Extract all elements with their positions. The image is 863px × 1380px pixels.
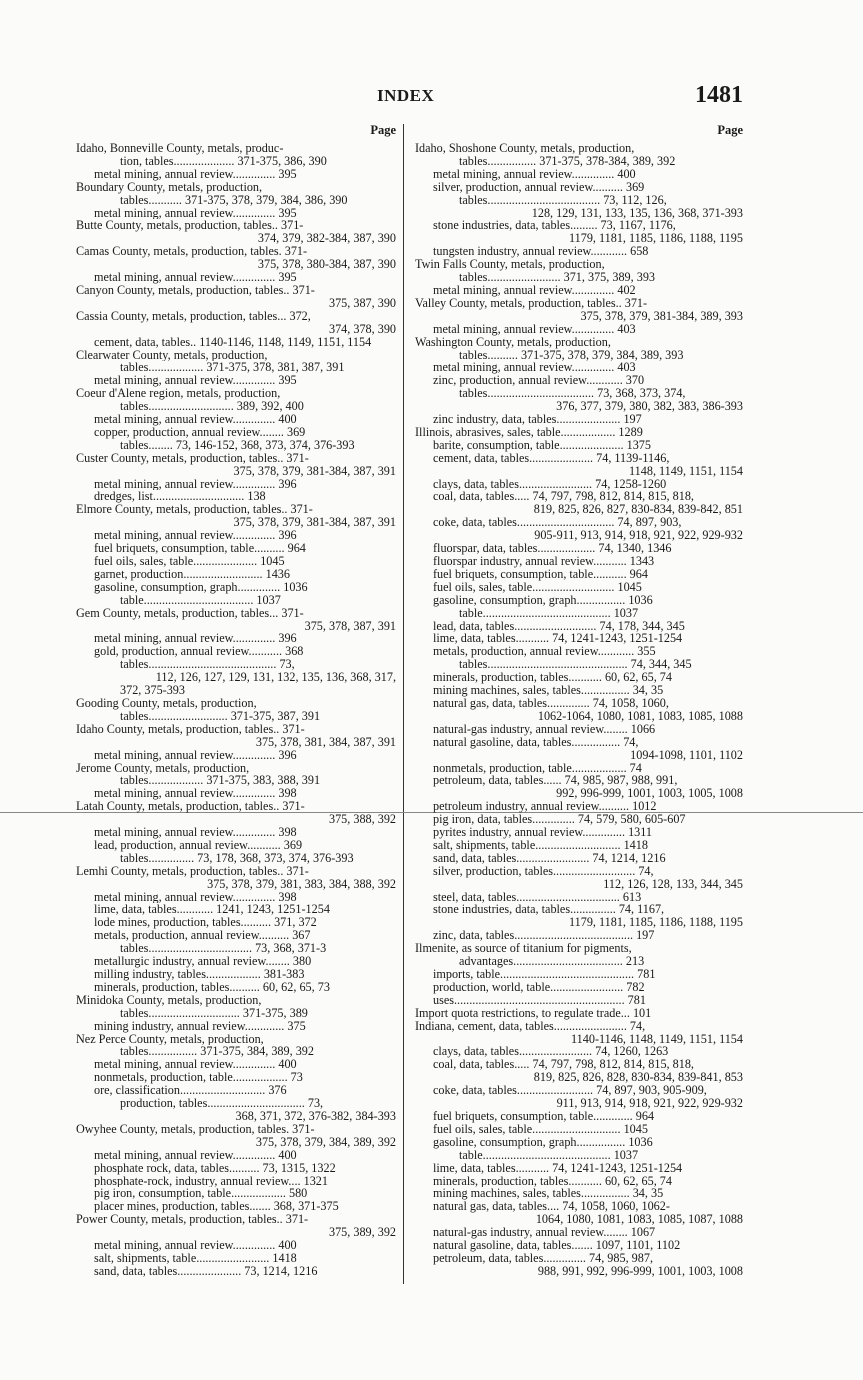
index-entry: natural gas, data, tables.............. 74, 1058, 1060, [433,696,669,710]
index-entry: metal mining, annual review.............. 400 [94,1239,297,1252]
index-entry: coke, data, tables......................... 74, 897, 903, 905-909, [433,1084,707,1098]
index-entry: cement, data, tables.. 1140-1146, 1148, 1149, 1151, 1154 [94,335,372,349]
index-entry: Idaho County, metals, production, tables.. 371- [76,722,305,736]
index-entry: fuel oils, sales, table........................... 1045 [433,580,642,594]
index-entry: table.......................................... 1037 [459,606,639,620]
index-entry: production, tables................................ 73, [120,1097,324,1110]
index-entry: Gem County, metals, production, tables... 371- [76,606,304,620]
index-entry: tables................................... 73, 368, 373, 374, [459,387,686,401]
index-entry: placer mines, production, tables....... 368, 371-375 [94,1200,339,1214]
index-entry: ore, classification............................ 376 [94,1084,287,1098]
index-entry: stone industries, data, tables......... 73, 1167, 1176, [433,219,676,233]
index-entry: 368, 371, 372, 376-382, 384-393 [235,1109,396,1123]
index-entry: Clearwater County, metals, production, [76,348,268,362]
index-entry: 992, 996-999, 1001, 1003, 1005, 1008 [556,787,743,801]
index-entry: coke, data, tables................................ 74, 897, 903, [433,516,682,530]
index-entry: gasoline, consumption, graph................ 1036 [433,1135,653,1149]
index-entry: tables.................. 371-375, 383, 388, 391 [120,774,321,788]
index-entry: cement, data, tables..................... 74, 1139-1146, [433,451,670,465]
index-entry: phosphate-rock, industry, annual review.... 1321 [94,1174,328,1188]
index-entry: tungsten industry, annual review............ 658 [433,245,649,259]
index-entry: 819, 825, 826, 827, 830-834, 839-842, 851 [533,503,743,517]
index-entry: tables............................ 389, 392, 400 [120,400,304,414]
index-entry: zinc, production, annual review............ 370 [433,374,645,388]
index-entry: coal, data, tables..... 74, 797, 798, 812, 814, 815, 818, [433,490,694,504]
index-entry: 1140-1146, 1148, 1149, 1151, 1154 [571,1032,743,1046]
index-entry: nonmetals, production, table.................. 73 [94,1071,303,1085]
index-entry: fluorspar, data, tables................... 74, 1340, 1346 [433,542,672,555]
index-entry: natural-gas industry, annual review........ 1066 [433,722,656,736]
index-entry: 911, 913, 914, 918, 921, 922, 929-932 [556,1097,743,1110]
index-entry: sand, data, tables..................... 73, 1214, 1216 [94,1264,318,1278]
index-entry: minerals, production, tables........... 60, 62, 65, 74 [433,1174,672,1188]
index-entry: 375, 378, 379, 381-384, 389, 393 [580,309,743,323]
index-entry: gasoline, consumption, graph.............. 1036 [94,580,308,594]
index-entry: steel, data, tables.................................. 613 [433,890,642,904]
index-entry: metal mining, annual review.............. 396 [94,477,297,491]
index-entry: fuel oils, sales, table..................... 1045 [94,555,285,568]
index-entry: 375, 378, 387, 391 [304,619,396,633]
index-entry: metal mining, annual review.............. 395 [94,271,297,284]
index-entry: fuel briquets, consumption, table.......... 964 [94,542,306,555]
index-entry: advantages.................................... 213 [459,955,645,968]
index-entry: Twin Falls County, metals, production, [415,258,605,272]
index-entry: tables........... 371-375, 378, 379, 384, 386, 390 [120,193,348,207]
index-entry: 375, 378, 379, 384, 389, 392 [255,1135,396,1149]
index-entry: Nez Perce County, metals, production, [76,1032,264,1046]
index-entry: zinc, data, tables....................................... 197 [433,929,655,943]
index-entry: Canyon County, metals, production, tables.. 371- [76,283,315,297]
index-entry: 905-911, 913, 914, 918, 921, 922, 929-932 [534,529,743,543]
index-entry: clays, data, tables........................ 74, 1258-1260 [433,477,667,491]
index-entry: natural-gas industry, annual review........ 1067 [433,1226,656,1240]
index-entry: Idaho, Shoshone County, metals, production, [415,142,635,155]
index-entry: metal mining, annual review.............. 396 [94,632,297,646]
index-entry: mining industry, annual review............. 375 [94,1019,306,1033]
left-column-entries [76,142,396,1278]
index-entry: metal mining, annual review.............. 396 [94,748,297,762]
index-entry: 112, 126, 127, 129, 131, 132, 135, 136, 368, 317, [155,671,396,685]
index-entry: Ilmenite, as source of titanium for pigments, [415,942,632,956]
index-entry: gasoline, consumption, graph................ 1036 [433,593,653,607]
index-entry: fuel briquets, consumption, table............. 964 [433,1109,655,1123]
index-entry: mining machines, sales, tables................ 34, 35 [433,1187,664,1201]
right-column-entries [415,142,743,1278]
index-entry: Butte County, metals, production, tables.. 371- [76,219,304,233]
index-entry: metals, production, annual review.......... 367 [94,929,311,943]
index-entry: tables.................. 371-375, 378, 381, 387, 391 [120,361,345,375]
index-entry: gold, production, annual review........... 368 [94,645,304,659]
index-entry: salt, shipments, table........................ 1418 [94,1251,297,1265]
index-entry: barite, consumption, table..................... 1375 [433,438,651,452]
index-entry: Boundary County, metals, production, [76,180,263,194]
index-entry: Washington County, metals, production, [415,335,611,349]
index-entry: garnet, production.......................... 1436 [94,567,290,581]
index-entry: fuel oils, sales, table............................. 1045 [433,1122,648,1136]
index-entry: phosphate rock, data, tables.......... 73, 1315, 1322 [94,1161,336,1175]
index-entry: Cassia County, metals, production, tables... 372, [76,309,311,323]
index-entry: metal mining, annual review.............. 402 [433,283,636,297]
index-entry: Minidoka County, metals, production, [76,993,262,1007]
index-entry: 375, 378, 379, 381-384, 387, 391 [233,516,396,530]
index-entry: metal mining, annual review.............. 396 [94,529,297,543]
index-entry: Illinois, abrasives, sales, table.................. 1289 [415,425,643,439]
index-entry: tables.......................................... 73, [120,658,295,672]
index-entry: table.................................... 1037 [120,593,281,607]
index-entry: metal mining, annual review.............. 400 [94,1058,297,1072]
index-entry: 375, 389, 392 [328,1226,396,1240]
index-entry: metal mining, annual review.............. 395 [94,206,297,220]
index-entry: pig iron, consumption, table.................. 580 [94,1187,308,1201]
index-entry: natural gas, data, tables.... 74, 1058, 1060, 1062- [433,1200,670,1214]
index-entry: metal mining, annual review.............. 403 [433,361,636,375]
index-entry: silver, production, annual review.......... 369 [433,180,645,194]
index-title: INDEX [377,86,435,105]
index-entry: Import quota restrictions, to regulate trade... 101 [415,1006,652,1020]
index-entry: metal mining, annual review.............. 403 [433,322,636,336]
index-entry: coal, data, tables..... 74, 797, 798, 812, 814, 815, 818, [433,1058,694,1072]
index-entry: 375, 378, 380-384, 387, 390 [257,258,396,272]
index-entry: tables............... 73, 178, 368, 373, 374, 376-393 [120,851,354,865]
index-entry: 375, 378, 381, 384, 387, 391 [255,735,396,749]
index-entry: lead, production, annual review........... 369 [94,838,303,852]
index-entry: tables........ 73, 146-152, 368, 373, 374, 376-393 [120,438,355,452]
index-entry: metal mining, annual review.............. 398 [94,787,297,801]
index-entry: lime, data, tables............ 1241, 1243, 1251-1254 [94,903,330,917]
index-entry: tables.............................................. 74, 344, 345 [459,658,692,672]
index-entry: lime, data, tables........... 74, 1241-1243, 1251-1254 [433,1161,683,1175]
index-entry: 128, 129, 131, 133, 135, 136, 368, 371-393 [531,206,743,220]
right-column-heading: Page [717,123,743,137]
index-entry: salt, shipments, table............................ 1418 [433,838,648,852]
index-entry: milling industry, tables.................. 381-383 [94,968,305,981]
index-entry: 374, 378, 390 [328,322,396,336]
index-entry: metal mining, annual review.............. 395 [94,374,297,388]
index-entry: Valley County, metals, production, tables.. 371- [415,296,648,310]
index-entry: mining machines, sales, tables................ 34, 35 [433,684,664,697]
index-entry: minerals, production, tables.......... 60, 62, 65, 73 [94,980,330,994]
index-entry: 819, 825, 826, 828, 830-834, 839-841, 853 [533,1071,743,1085]
index-entry: Latah County, metals, production, tables.. 371- [76,800,305,814]
index-entry: 1179, 1181, 1185, 1186, 1188, 1195 [568,916,743,930]
index-entry: 988, 991, 992, 996-999, 1001, 1003, 1008 [537,1264,743,1278]
index-entry: tables..................................... 73, 112, 126, [459,193,667,207]
index-entry: 1062-1064, 1080, 1081, 1083, 1085, 1088 [537,709,743,723]
index-entry: metal mining, annual review.............. 398 [94,890,297,904]
index-entry: tables.................................. 73, 368, 371-3 [120,942,327,956]
index-entry: Lemhi County, metals, production, tables.. 371- [76,864,309,878]
index-entry: nonmetals, production, table.................. 74 [433,761,642,775]
index-entry: pyrites industry, annual review.............. 1311 [433,826,652,839]
page-number: 1481 [695,82,743,108]
index-entry: minerals, production, tables........... 60, 62, 65, 74 [433,671,672,685]
index-entry: 1148, 1149, 1151, 1154 [629,464,743,478]
index-entry: natural gasoline, data, tables................ 74, [433,735,639,749]
left-column-heading: Page [370,123,396,137]
index-entry: lode mines, production, tables.......... 371, 372 [94,916,317,930]
index-entry: 1179, 1181, 1185, 1186, 1188, 1195 [568,232,743,246]
index-entry: tables.............................. 371-375, 389 [120,1006,308,1020]
index-entry: 1094-1098, 1101, 1102 [630,748,743,762]
index-entry: 375, 378, 379, 381, 383, 384, 388, 392 [207,877,396,891]
index-entry: sand, data, tables........................ 74, 1214, 1216 [433,851,666,865]
index-entry: Idaho, Bonneville County, metals, produc- [76,142,284,155]
index-entry: table.......................................... 1037 [459,1148,639,1162]
index-entry: zinc industry, data, tables..................... 197 [433,413,642,426]
index-entry: metal mining, annual review.............. 395 [94,167,297,181]
running-head [0,82,863,114]
index-entry: uses........................................................ 781 [433,993,646,1007]
index-entry: tables................ 371-375, 384, 389, 392 [120,1045,314,1059]
index-entry: metals, production, annual review............ 355 [433,645,656,659]
index-entry: tables........................ 371, 375, 389, 393 [459,271,656,284]
index-entry: petroleum industry, annual review.......... 1012 [433,800,657,814]
index-entry: tables.......................... 371-375, 387, 391 [120,709,321,723]
index-entry: petroleum, data, tables.............. 74, 985, 987, [433,1251,654,1265]
right-column [415,124,743,1278]
index-entry: metal mining, annual review.............. 400 [94,413,297,426]
index-entry: lime, data, tables........... 74, 1241-1243, 1251-1254 [433,632,683,646]
index-entry: 374, 379, 382-384, 387, 390 [257,232,396,246]
index-entry: 375, 378, 379, 381-384, 387, 391 [233,464,396,478]
index-entry: fuel briquets, consumption, table........... 964 [433,567,648,581]
index-entry: metallurgic industry, annual review........ 380 [94,955,312,968]
left-column [76,124,396,1278]
index-entry: 1064, 1080, 1081, 1083, 1085, 1087, 1088 [535,1213,743,1227]
index-entry: 376, 377, 379, 380, 382, 383, 386-393 [556,400,743,414]
index-entry: copper, production, annual review........ 369 [94,425,306,439]
index-entry: 375, 388, 392 [328,813,396,827]
index-entry: tion, tables.................... 371-375, 386, 390 [120,154,327,168]
index-entry: Owyhee County, metals, production, tables. 371- [76,1122,315,1136]
index-entry: dredges, list.............................. 138 [94,490,266,504]
index-entry: production, world, table........................ 782 [433,980,645,994]
column-divider [403,124,404,1284]
index-entry: clays, data, tables........................ 74, 1260, 1263 [433,1045,669,1059]
index-entry: natural gasoline, data, tables....... 1097, 1101, 1102 [433,1239,681,1252]
index-entry: fluorspar industry, annual review........... 1343 [433,555,655,568]
index-entry: stone industries, data, tables............... 74, 1167, [433,903,665,917]
index-entry: Camas County, metals, production, tables. 371- [76,245,308,259]
index-entry: silver, production, tables........................... 74, [433,864,654,878]
index-entry: 112, 126, 128, 133, 344, 345 [603,877,743,891]
index-entry: pig iron, data, tables.............. 74, 579, 580, 605-607 [433,813,686,827]
index-entry: Coeur d'Alene region, metals, production, [76,387,281,401]
index-entry: Gooding County, metals, production, [76,696,257,710]
index-entry: Custer County, metals, production, tables.. 371- [76,451,309,465]
index-entry: tables................ 371-375, 378-384, 389, 392 [459,154,676,168]
index-entry: Elmore County, metals, production, tables.. 371- [76,503,313,517]
index-entry: lead, data, tables........................... 74, 178, 344, 345 [433,619,685,633]
index-entry: Indiana, cement, data, tables........................ 74, [415,1019,646,1033]
index-entry: Power County, metals, production, tables.. 371- [76,1213,309,1227]
index-entry: 372, 375-393 [120,684,185,697]
index-entry: metal mining, annual review.............. 400 [94,1148,297,1162]
index-entry: petroleum, data, tables...... 74, 985, 987, 988, 991, [433,774,678,788]
index-entry: metal mining, annual review.............. 398 [94,826,297,839]
index-entry: 375, 387, 390 [328,296,396,310]
index-entry: metal mining, annual review.............. 400 [433,167,636,181]
index-entry: imports, table............................................ 781 [433,968,656,981]
index-entry: tables.......... 371-375, 378, 379, 384, 389, 393 [459,348,684,362]
index-entry: Jerome County, metals, production, [76,761,250,775]
